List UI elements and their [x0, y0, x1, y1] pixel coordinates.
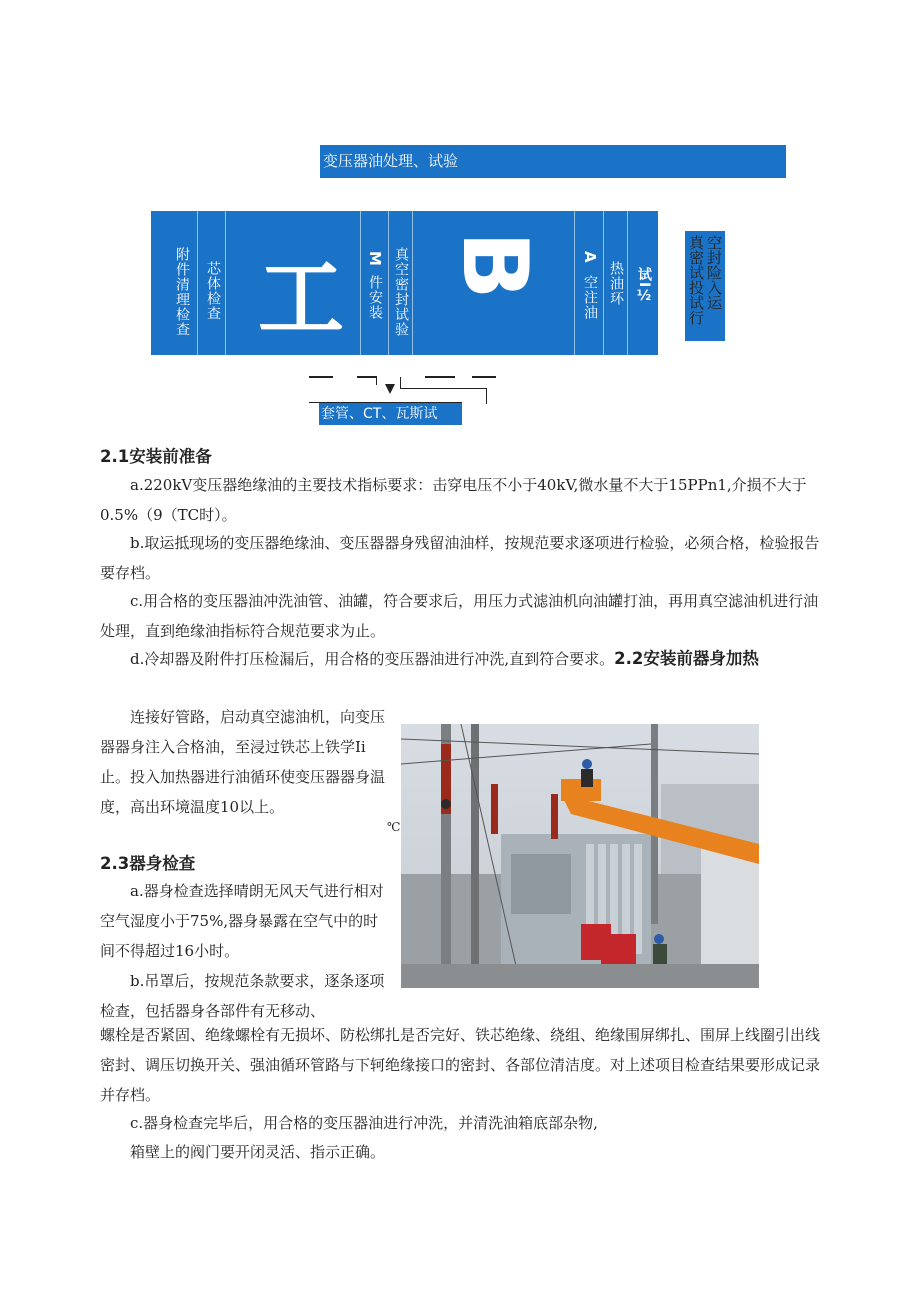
process-bar [151, 211, 658, 355]
step-label: 附件清理检查 [174, 247, 190, 337]
paragraph-b: b.取运抵现场的变压器绝缘油、变压器器身残留油油样，按规范要求逐项进行检验，必须合格，检验报告要存档。 [100, 534, 820, 582]
connector-line [425, 376, 455, 378]
paragraph-3b-part2: 螺栓是否紧固、绝缘螺栓有无损坏、防松绑扎是否完好、铁芯绝缘、绕组、绝缘围屏绑扎、围屏上线圈引出线密封、调压切换开关、强油循环管路与下轲绝缘接口的密封、各部位清洁度。对上述项目检查结果要形成记录并存档。 [100, 1026, 821, 1104]
step-test [628, 211, 658, 355]
step-mark: A [581, 251, 599, 264]
step-label: 试I½ [636, 267, 652, 306]
connector-line [400, 388, 486, 389]
degree-symbol: ℃ [387, 820, 401, 834]
section-title-2-3: 2.3器身检查 [100, 854, 196, 873]
paragraph-d-text: d.冷却器及附件打压检漏后，用合格的变压器油进行冲洗,直到符合要求。 [130, 650, 615, 668]
connector-line [486, 388, 487, 404]
paragraph-3c-part1: c.器身检查完毕后，用合格的变压器油进行冲洗，并清洗油箱底部杂物, [130, 1114, 598, 1132]
large-glyph: 工 [258, 249, 340, 349]
large-glyph: B [442, 231, 547, 300]
step-accessory-check [151, 211, 198, 355]
down-arrow-icon [385, 384, 395, 394]
connector-line [357, 376, 377, 378]
step-label: 空注油 [582, 275, 598, 320]
section-title-2-1: 2.1安装前准备 [100, 447, 212, 466]
step-part-install [361, 211, 389, 355]
step-label: 热油环 [608, 261, 624, 306]
step-large-glyph [226, 211, 361, 355]
paragraph-a: a.220kV变压器绝缘油的主要技术指标要求：击穿电压不小于40kV,微水量不大于15PPn1,介损不大于0.5%（9（TC时）。 [100, 476, 807, 524]
diagram-banner: 变压器油处理、试验 [320, 145, 786, 178]
step-mark: M [366, 251, 384, 267]
paragraph-d [100, 644, 822, 674]
side-col-1: 空封险入运 [705, 235, 723, 310]
connector-line [309, 376, 333, 378]
step-label: 件安装 [367, 275, 383, 320]
step-vacuum-oil [575, 211, 604, 355]
side-col-2: 真密试投试行 [687, 235, 705, 325]
paragraph-3a: a.器身检查选择晴朗无风天气进行相对空气湿度小于75%,器身暴露在空气中的时间不得超过16小时。 [100, 882, 384, 960]
paragraph-heating: 连接好管路，启动真空滤油机，向变压器器身注入合格油，至浸过铁芯上铁学Ii止。投入加热器进行油循环使变压器器身温度，高出环境温度10以上。 [100, 708, 386, 816]
bottom-box: 套管、CT、瓦斯试 [319, 403, 462, 425]
step-label: 真空密封试验 [393, 247, 409, 337]
paragraph-3b-part1: b.吊罩后，按规范条款要求，逐条逐项检查，包括器身各部件有无移动、 [100, 972, 385, 1020]
step-hot-oil [604, 211, 628, 355]
step-label: 芯体检查 [205, 261, 221, 321]
transformer-installation-photo [401, 724, 759, 988]
connector-line [472, 376, 496, 378]
side-box [685, 231, 725, 341]
connector-line [376, 377, 377, 385]
paragraph-3c-part2: 箱壁上的阀门要开闭灵活、指示正确。 [130, 1143, 386, 1161]
step-core-check [198, 211, 226, 355]
step-vacuum-seal [389, 211, 413, 355]
section-title-2-2: 2.2安装前器身加热 [614, 649, 759, 668]
paragraph-c: c.用合格的变压器油冲洗油管、油罐，符合要求后，用压力式滤油机向油罐打油，再用真空滤油机进行油处理，直到绝缘油指标符合规范要求为止。 [100, 592, 819, 640]
step-large-glyph-b [413, 211, 575, 355]
